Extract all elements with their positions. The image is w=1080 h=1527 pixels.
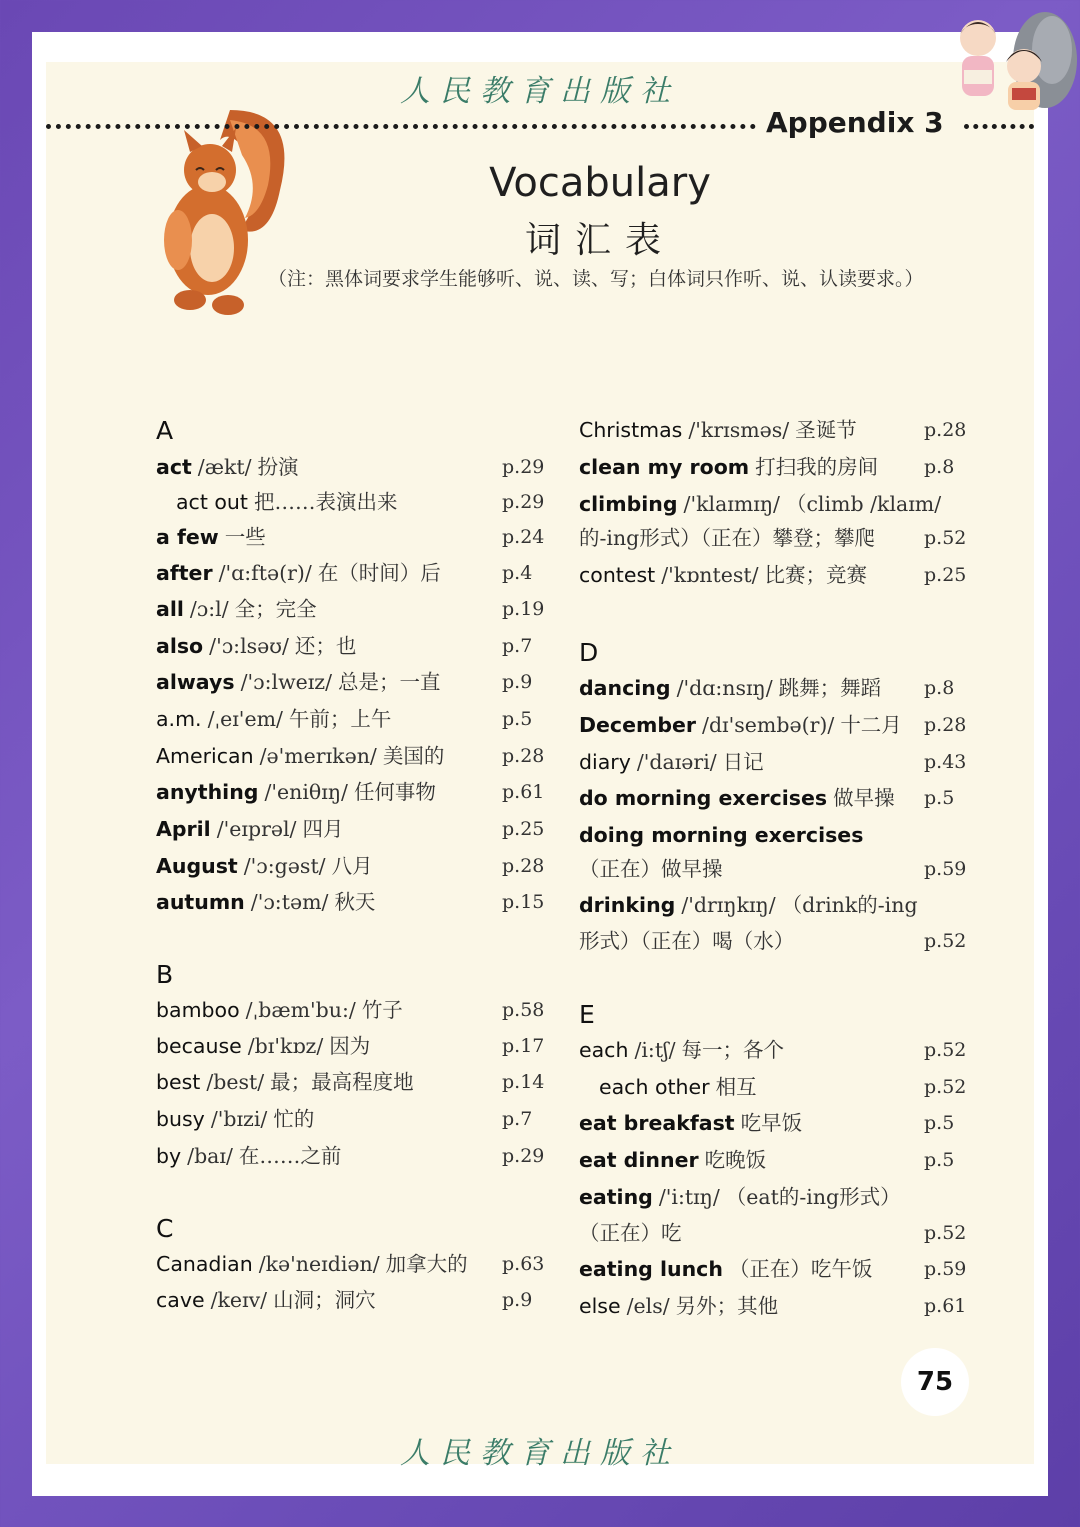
vocab-word: eat dinner [579, 1148, 699, 1172]
vocab-word: because [156, 1034, 242, 1058]
vocabulary-note: （注：黑体词要求学生能够听、说、读、写；白体词只作听、说、认读要求。） [268, 268, 924, 290]
vocab-phonetic: /ə'merɪkən/ [259, 744, 377, 768]
vocab-page-ref: p.29 [502, 1145, 545, 1167]
vocab-page-ref: p.7 [502, 635, 533, 657]
vocab-phonetic: /ækt/ [197, 455, 252, 479]
vocab-page-ref: p.5 [924, 1112, 955, 1134]
vocab-word: December [579, 713, 697, 737]
vocab-entry [579, 745, 764, 779]
vocab-entry [156, 520, 266, 554]
vocab-entry [156, 1029, 370, 1063]
vocab-meaning: 把……表演出来 [253, 490, 398, 514]
vocab-word: by [156, 1144, 182, 1168]
vocab-meaning: （drink的-ing [781, 893, 918, 917]
vocab-word: bamboo [156, 998, 240, 1022]
vocab-word: dancing [579, 676, 671, 700]
vocab-page-ref: p.61 [502, 781, 545, 803]
vocab-entry [156, 1247, 468, 1281]
vocab-phonetic: /'ɑ:ftə(r)/ [218, 561, 312, 585]
vocab-entry [579, 450, 878, 484]
vocab-entry [579, 818, 863, 852]
vocab-page-ref: p.59 [924, 858, 967, 880]
vocab-entry [579, 1252, 872, 1286]
vocab-meaning: （正在）做早操 [579, 857, 723, 881]
vocab-entry [579, 1033, 784, 1067]
vocab-phonetic: /ˌeɪ'em/ [207, 707, 283, 731]
vocab-word: always [156, 670, 235, 694]
vocab-meaning: 在……之前 [238, 1144, 342, 1168]
vocab-phonetic: /'i:tɪŋ/ [658, 1185, 720, 1209]
vocab-entry-continued [579, 1216, 682, 1250]
vocab-meaning: 比赛；竞赛 [764, 563, 868, 587]
vocab-meaning: 形式）（正在）喝（水） [579, 929, 795, 953]
vocab-entry [579, 413, 857, 447]
vocab-phonetic: /'klaɪmɪŋ/ [683, 492, 780, 516]
vocab-entry [156, 849, 373, 883]
vocab-page-ref: p.15 [502, 891, 545, 913]
vocab-meaning: （正在）吃午饭 [728, 1257, 873, 1281]
section-letter-b: B [156, 960, 174, 989]
vocab-entry [579, 888, 918, 922]
vocab-entry [156, 993, 403, 1027]
vocab-word: climbing [579, 492, 678, 516]
vocab-page-ref: p.52 [924, 930, 967, 952]
vocab-meaning: 相互 [715, 1075, 757, 1099]
vocab-word: drinking [579, 893, 676, 917]
vocab-page-ref: p.19 [502, 598, 545, 620]
vocab-meaning: 吃晚饭 [704, 1148, 767, 1172]
vocab-page-ref: p.28 [924, 714, 967, 736]
vocab-meaning: 八月 [331, 854, 373, 878]
vocab-meaning: 一些 [224, 525, 266, 549]
vocab-meaning: 秋天 [334, 890, 376, 914]
appendix-label: Appendix 3 [766, 106, 944, 139]
vocab-phonetic: /'krɪsməs/ [688, 418, 790, 442]
vocab-page-ref: p.43 [924, 751, 967, 773]
vocab-phonetic: /bɪ'kɒz/ [247, 1034, 324, 1058]
vocab-word: Christmas [579, 418, 683, 442]
section-letter-d: D [579, 638, 599, 667]
vocab-page-ref: p.61 [924, 1295, 967, 1317]
vocab-word: August [156, 854, 238, 878]
vocab-meaning: 竹子 [361, 998, 403, 1022]
vocab-entry [156, 1102, 314, 1136]
vocab-phonetic: /'bɪzi/ [210, 1107, 268, 1131]
vocab-entry [579, 558, 867, 592]
page-title: Vocabulary [489, 160, 711, 206]
vocab-page-ref: p.29 [502, 456, 545, 478]
vocab-word: contest [579, 563, 656, 587]
vocab-page-ref: p.24 [502, 526, 545, 548]
vocab-word: act out [176, 490, 248, 514]
vocab-meaning: 午前；上午 [288, 707, 392, 731]
vocab-word: cave [156, 1288, 205, 1312]
vocab-entry [156, 739, 444, 773]
vocab-phonetic: /dɪ'sembə(r)/ [702, 713, 835, 737]
vocab-word: do morning exercises [579, 786, 828, 810]
vocab-meaning: 扮演 [257, 455, 299, 479]
vocab-meaning: 还；也 [294, 634, 357, 658]
vocab-phonetic: /'dɑ:nsɪŋ/ [676, 676, 773, 700]
vocab-page-ref: p.59 [924, 1258, 967, 1280]
publisher-logo-bottom: 人民教育出版社 [400, 1436, 680, 1471]
vocab-phonetic: /'daɪəri/ [636, 750, 717, 774]
vocab-meaning: 十二月 [840, 713, 902, 737]
vocab-entry [156, 592, 317, 626]
vocab-page-ref: p.8 [924, 677, 955, 699]
vocab-page-ref: p.52 [924, 1222, 967, 1244]
vocab-word: diary [579, 750, 631, 774]
vocab-page-ref: p.7 [502, 1108, 533, 1130]
vocab-phonetic: /'ɔ:lweɪz/ [240, 670, 333, 694]
vocab-word: Canadian [156, 1252, 253, 1276]
vocab-word: doing morning exercises [579, 823, 864, 847]
section-letter-a: A [156, 416, 174, 445]
vocab-meaning: 另外；其他 [675, 1294, 779, 1318]
vocab-entry [579, 671, 881, 705]
vocab-page-ref: p.29 [502, 491, 545, 513]
vocab-entry [156, 775, 436, 809]
vocab-entry [156, 556, 441, 590]
vocab-meaning: 跳舞；舞蹈 [778, 676, 882, 700]
vocab-entry [579, 487, 941, 521]
vocab-word: a.m. [156, 707, 202, 731]
vocab-entry [156, 629, 356, 663]
page-subtitle: 词汇表 [524, 220, 675, 261]
page-number: 75 [901, 1348, 969, 1416]
vocab-meaning: 忙的 [273, 1107, 315, 1131]
vocab-entry [156, 1283, 376, 1317]
vocab-page-ref: p.8 [924, 456, 955, 478]
vocab-page-ref: p.58 [502, 999, 545, 1021]
vocab-word: eating lunch [579, 1257, 723, 1281]
vocab-word: eat breakfast [579, 1111, 735, 1135]
vocab-phonetic: /ˌbæm'bu:/ [245, 998, 356, 1022]
vocab-meaning: 任何事物 [353, 780, 436, 804]
vocab-phonetic: /'ɔ:gəst/ [243, 854, 326, 878]
vocab-word: autumn [156, 890, 245, 914]
vocab-page-ref: p.5 [924, 787, 955, 809]
vocab-entry [579, 708, 902, 742]
vocab-entry [156, 885, 375, 919]
vocab-meaning: 做早操 [833, 786, 895, 810]
vocab-word: American [156, 744, 254, 768]
vocab-page-ref: p.25 [502, 818, 545, 840]
vocab-word: each [579, 1038, 629, 1062]
vocab-page-ref: p.14 [502, 1071, 545, 1093]
vocab-word: busy [156, 1107, 205, 1131]
section-letter-c: C [156, 1214, 174, 1243]
vocab-meaning: 美国的 [382, 744, 445, 768]
vocab-phonetic: /ɔ:l/ [189, 597, 229, 621]
vocab-entry-continued [579, 521, 875, 555]
vocab-page-ref: p.5 [924, 1149, 955, 1171]
vocab-word: else [579, 1294, 621, 1318]
vocab-entry [156, 665, 441, 699]
vocab-meaning: 日记 [722, 750, 764, 774]
vocab-page-ref: p.28 [924, 419, 967, 441]
vocab-phonetic: /'ɔ:lsəʊ/ [209, 634, 289, 658]
vocab-phonetic: /keɪv/ [210, 1288, 268, 1312]
vocab-meaning: 山洞；洞穴 [273, 1288, 376, 1312]
vocab-entry [579, 1180, 901, 1214]
dotted-divider-left [46, 124, 756, 129]
vocab-meaning: 打扫我的房间 [755, 455, 879, 479]
vocab-page-ref: p.17 [502, 1035, 545, 1057]
vocab-phonetic: /i:tʃ/ [634, 1038, 676, 1062]
vocab-entry [156, 702, 391, 736]
vocab-entry [579, 1289, 778, 1323]
vocab-entry [579, 1143, 766, 1177]
vocab-page-ref: p.25 [924, 564, 967, 586]
vocab-phonetic: /kə'neɪdiən/ [258, 1252, 380, 1276]
vocab-page-ref: p.52 [924, 1039, 967, 1061]
vocab-entry-continued [579, 924, 794, 958]
vocab-meaning: 加拿大的 [385, 1252, 468, 1276]
vocab-meaning: 因为 [329, 1034, 371, 1058]
vocab-meaning: 吃早饭 [740, 1111, 803, 1135]
vocab-meaning: （climb /klaɪm/ [785, 492, 942, 516]
dotted-divider-right [964, 124, 1034, 129]
vocab-page-ref: p.28 [502, 855, 545, 877]
vocab-page-ref: p.63 [502, 1253, 545, 1275]
section-letter-e: E [579, 1000, 595, 1029]
vocab-entry-continued [579, 852, 723, 886]
vocab-phonetic: /'ɔ:təm/ [250, 890, 329, 914]
vocab-meaning: 在（时间）后 [317, 561, 441, 585]
vocab-entry [156, 485, 397, 519]
vocab-meaning: 全；完全 [234, 597, 317, 621]
vocab-meaning: 的-ing形式）（正在）攀登；攀爬 [579, 526, 876, 550]
vocab-word: best [156, 1070, 201, 1094]
vocab-word: act [156, 455, 192, 479]
vocab-word: anything [156, 780, 259, 804]
vocab-entry [579, 1070, 757, 1104]
vocab-entry [156, 450, 299, 484]
vocab-meaning: （eat的-ing形式） [725, 1185, 901, 1209]
vocab-word: April [156, 817, 211, 841]
vocab-entry [156, 1139, 341, 1173]
vocab-phonetic: /best/ [206, 1070, 265, 1094]
vocab-entry [579, 1106, 802, 1140]
vocab-phonetic: /baɪ/ [187, 1144, 233, 1168]
vocab-phonetic: /'drɪŋkɪŋ/ [681, 893, 776, 917]
vocab-word: after [156, 561, 213, 585]
vocab-word: a few [156, 525, 219, 549]
vocab-word: also [156, 634, 204, 658]
vocab-meaning: 总是；一直 [338, 670, 441, 694]
vocab-page-ref: p.9 [502, 1289, 533, 1311]
vocab-page-ref: p.52 [924, 1076, 967, 1098]
vocab-meaning: 圣诞节 [795, 418, 857, 442]
vocab-meaning: 四月 [302, 817, 344, 841]
vocab-entry [156, 812, 343, 846]
vocab-meaning: （正在）吃 [579, 1221, 682, 1245]
vocab-word: clean my room [579, 455, 750, 479]
vocab-meaning: 最；最高程度地 [270, 1070, 414, 1094]
vocab-entry [579, 781, 895, 815]
publisher-logo-top: 人民教育出版社 [400, 74, 680, 109]
vocab-phonetic: /els/ [626, 1294, 670, 1318]
vocab-page-ref: p.28 [502, 745, 545, 767]
vocab-entry [156, 1065, 414, 1099]
vocab-phonetic: /'eniθɪŋ/ [264, 780, 348, 804]
vocab-page-ref: p.5 [502, 708, 533, 730]
vocab-meaning: 每一；各个 [681, 1038, 785, 1062]
vocab-page-ref: p.52 [924, 527, 967, 549]
vocab-phonetic: /'eɪprəl/ [216, 817, 297, 841]
vocab-page-ref: p.9 [502, 671, 533, 693]
vocab-word: eating [579, 1185, 653, 1209]
vocab-word: each other [599, 1075, 710, 1099]
vocab-page-ref: p.4 [502, 562, 533, 584]
vocab-word: all [156, 597, 184, 621]
vocab-phonetic: /'kɒntest/ [661, 563, 759, 587]
